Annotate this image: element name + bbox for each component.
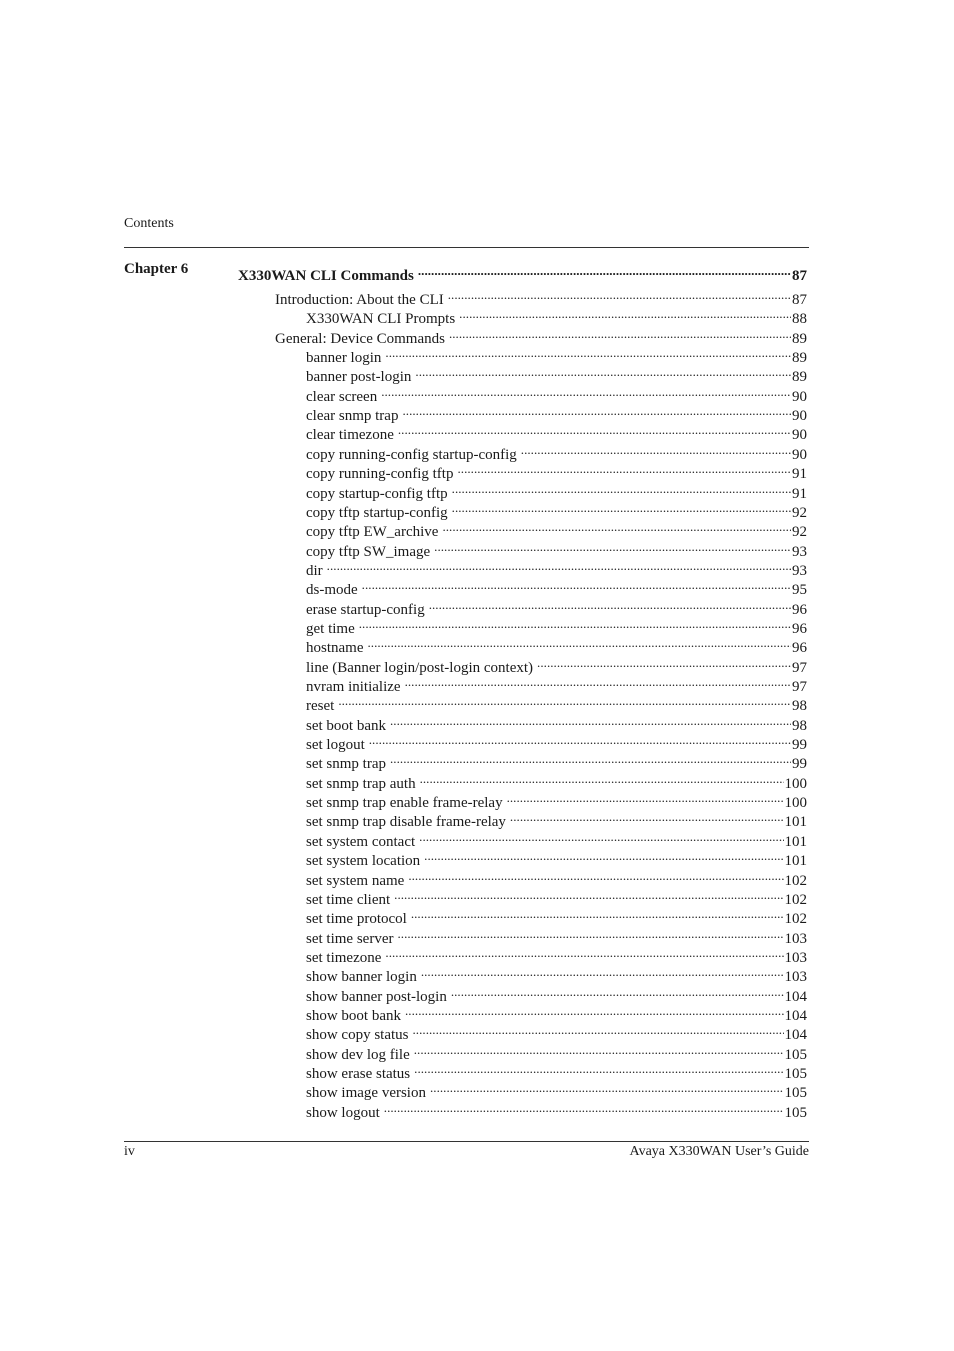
toc-leader: [369, 730, 791, 749]
toc-leader: [424, 846, 783, 865]
toc-entry-page: 103: [784, 950, 807, 966]
toc-entry-page: 104: [784, 1008, 807, 1024]
toc-leader: [421, 962, 784, 981]
toc-leader: [448, 285, 791, 304]
toc-entry-page: 92: [792, 524, 807, 540]
toc-leader: [414, 1040, 784, 1059]
toc-entry-page: 90: [792, 389, 807, 405]
toc-entry-title: copy startup-config tftp: [306, 486, 448, 502]
toc-leader: [510, 807, 784, 826]
toc-entry-page: 95: [792, 582, 807, 598]
toc-entry-page: 105: [784, 1047, 807, 1063]
toc-entry-page: 97: [792, 660, 807, 676]
toc-entry-page: 91: [792, 466, 807, 482]
toc-leader: [327, 556, 791, 575]
toc-entry-page: 98: [792, 698, 807, 714]
toc-entry-page: 105: [784, 1085, 807, 1101]
toc-entry-title: set snmp trap disable frame-relay: [306, 814, 506, 830]
toc-entry-title: set boot bank: [306, 718, 386, 734]
toc-entry-page: 92: [792, 505, 807, 521]
toc-leader: [359, 614, 791, 633]
toc-leader: [411, 904, 784, 923]
toc-leader: [362, 575, 791, 594]
toc-entry-page: 96: [792, 602, 807, 618]
toc-entry-page: 91: [792, 486, 807, 502]
toc-entry-page: 102: [784, 873, 807, 889]
toc-entry-title: General: Device Commands: [275, 331, 445, 347]
toc-entry-title: set time server: [306, 931, 394, 947]
toc-entry-title: hostname: [306, 640, 364, 656]
toc-entry-title: set snmp trap: [306, 756, 386, 772]
toc-leader: [451, 982, 784, 1001]
toc-leader: [434, 537, 791, 556]
toc-entry-page: 93: [792, 563, 807, 579]
toc-leader: [430, 1078, 784, 1097]
toc-entry-page: 102: [784, 911, 807, 927]
toc-leader: [385, 343, 791, 362]
toc-entry-page: 89: [792, 331, 807, 347]
toc-leader: [537, 653, 791, 672]
toc-entry-title: copy tftp SW_image: [306, 544, 431, 560]
toc-entry-title: set time protocol: [306, 911, 407, 927]
toc-entry-title: get time: [306, 621, 355, 637]
toc-entry-page: 101: [784, 834, 807, 850]
toc-entry-title: set system name: [306, 873, 405, 889]
toc-entry-page: 96: [792, 621, 807, 637]
toc-leader: [390, 711, 791, 730]
toc-entry-title: copy tftp EW_archive: [306, 524, 439, 540]
toc-leader: [385, 943, 783, 962]
toc-entry-title: set time client: [306, 892, 391, 908]
toc-leader: [429, 595, 791, 614]
toc-entry-title: banner post-login: [306, 369, 412, 385]
toc-leader: [368, 633, 792, 652]
toc-entry-title: set system location: [306, 853, 421, 869]
toc-entry-page: 99: [792, 737, 807, 753]
toc-entry-page: 89: [792, 350, 807, 366]
footer-rule: [124, 1141, 809, 1142]
toc-entry-page: 99: [792, 756, 807, 772]
toc-entry-title: nvram initialize: [306, 679, 401, 695]
toc-entry-page: 105: [784, 1066, 807, 1082]
running-header: Contents: [124, 216, 174, 231]
toc-leader: [413, 1020, 784, 1039]
toc-leader: [397, 924, 783, 943]
toc-leader: [449, 324, 791, 343]
toc-leader: [405, 1001, 784, 1020]
toc-entry-title: show erase status: [306, 1066, 411, 1082]
toc-entry-title: show image version: [306, 1085, 426, 1101]
toc-entry-page: 104: [784, 989, 807, 1005]
toc-entry-page: 96: [792, 640, 807, 656]
toc-leader: [420, 769, 784, 788]
toc-leader: [414, 1059, 783, 1078]
toc-entry-title: copy running-config tftp: [306, 466, 454, 482]
toc-entry-page: 102: [784, 892, 807, 908]
toc-leader: [442, 517, 791, 536]
toc-entry-page: 89: [792, 369, 807, 385]
toc-leader: [402, 401, 791, 420]
toc-entry-page: 100: [784, 795, 807, 811]
toc-entry-title: clear screen: [306, 389, 378, 405]
footer-page-number: iv: [124, 1144, 135, 1159]
toc-leader: [398, 420, 791, 439]
toc-entry-page: 97: [792, 679, 807, 695]
toc-entry-title: show banner post-login: [306, 989, 447, 1005]
toc-entry-title: dir: [306, 563, 323, 579]
toc-leader: [419, 827, 783, 846]
toc-entry-page: 101: [784, 814, 807, 830]
toc-entry-title: copy tftp startup-config: [306, 505, 448, 521]
toc-entry-title: line (Banner login/post-login context): [306, 660, 534, 676]
toc-leader: [457, 459, 791, 478]
toc-entry-title: clear snmp trap: [306, 408, 399, 424]
header-rule: [124, 247, 809, 248]
toc-leader: [415, 362, 791, 381]
toc-entry-page: 90: [792, 408, 807, 424]
toc-leader: [381, 382, 791, 401]
toc-entry-title: ds-mode: [306, 582, 358, 598]
toc-leader: [521, 440, 791, 459]
toc-entry-title: banner login: [306, 350, 382, 366]
toc-entry-title: erase startup-config: [306, 602, 425, 618]
chapter-label: Chapter 6: [124, 261, 189, 277]
toc-leader: [394, 885, 783, 904]
toc-entry-page: 105: [784, 1105, 807, 1121]
toc-entry-title: set logout: [306, 737, 365, 753]
toc-leader: [390, 749, 791, 768]
toc-leader: [418, 261, 791, 280]
toc-entry-page: 90: [792, 447, 807, 463]
toc-leader: [452, 498, 791, 517]
toc-entry-page: 90: [792, 427, 807, 443]
toc-entry-title: show logout: [306, 1105, 380, 1121]
toc-entry-page: 103: [784, 931, 807, 947]
toc-entry-page: 98: [792, 718, 807, 734]
footer-document-title: Avaya X330WAN User’s Guide: [629, 1144, 809, 1159]
toc-entry-page: 101: [784, 853, 807, 869]
toc-entry-title: set system contact: [306, 834, 416, 850]
toc-chapter-page: 87: [792, 268, 807, 284]
toc-entry-title: show dev log file: [306, 1047, 410, 1063]
toc-entry-title: copy running-config startup-config: [306, 447, 517, 463]
toc-chapter-title: X330WAN CLI Commands: [238, 268, 414, 284]
toc-leader: [338, 691, 791, 710]
toc-entry-page: 87: [792, 292, 807, 308]
toc-entry-title: set snmp trap enable frame-relay: [306, 795, 503, 811]
toc-leader: [459, 304, 791, 323]
toc-entry-page: 93: [792, 544, 807, 560]
toc-entry-title: show boot bank: [306, 1008, 401, 1024]
toc-leader: [452, 479, 791, 498]
toc-entry-title: X330WAN CLI Prompts: [306, 311, 456, 327]
toc-entry-page: 104: [784, 1027, 807, 1043]
toc-leader: [507, 788, 784, 807]
toc-entry-title: Introduction: About the CLI: [275, 292, 444, 308]
toc-entry-title: reset: [306, 698, 335, 714]
toc-entry-title: set snmp trap auth: [306, 776, 416, 792]
toc-entry-page: 103: [784, 969, 807, 985]
toc-entry-title: clear timezone: [306, 427, 394, 443]
toc-chapter-entry[interactable]: [238, 261, 807, 286]
toc-entry-page: 100: [784, 776, 807, 792]
toc-entry-title: set timezone: [306, 950, 382, 966]
toc-entry-page: 88: [792, 311, 807, 327]
toc-entry[interactable]: [306, 1098, 807, 1123]
toc-entry-title: show banner login: [306, 969, 417, 985]
toc-leader: [384, 1098, 784, 1117]
toc-entry-title: show copy status: [306, 1027, 409, 1043]
toc-leader: [408, 866, 783, 885]
toc-leader: [405, 672, 791, 691]
